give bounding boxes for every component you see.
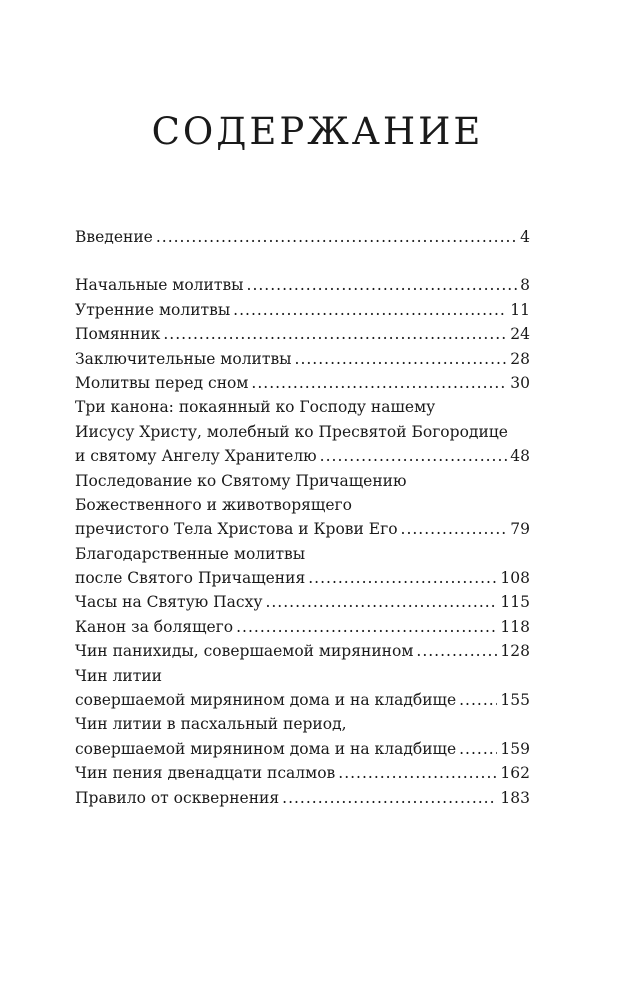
dot-leader: [295, 347, 508, 371]
dot-leader: [251, 371, 507, 395]
dot-leader: [338, 761, 497, 785]
dot-leader: [265, 590, 497, 614]
toc-entry-title-line: Божественного и животворящего: [75, 495, 352, 514]
dot-leader: [416, 639, 497, 663]
toc-page-number: 79: [510, 520, 530, 539]
toc-page-number: 11: [510, 300, 530, 319]
dot-leader: [247, 273, 518, 297]
toc-entry-title-line: Три канона: покаянный ко Господу нашему: [75, 398, 436, 417]
dot-leader: [459, 688, 497, 712]
toc-entry-title-line: Иисусу Христу, молебный ко Пресвятой Богородице: [75, 422, 508, 441]
toc-page-number: 159: [500, 739, 530, 758]
toc-page-number: 118: [500, 617, 530, 636]
toc-entry-last-line: [75, 590, 530, 614]
toc-entry-title: Утренние молитвы: [75, 300, 231, 319]
toc-page-number: 48: [510, 447, 530, 466]
toc-entry-last-line: [75, 639, 530, 663]
toc-entry[interactable]: [75, 786, 530, 810]
toc-page-number: 24: [510, 325, 530, 344]
toc-entry-title: Часы на Святую Пасху: [75, 593, 263, 612]
toc-entry-title: после Святого Причащения: [75, 569, 306, 588]
toc-entry[interactable]: [75, 395, 530, 468]
toc-entry-title-line: Чин литии в пасхальный период,: [75, 715, 347, 734]
toc-entry[interactable]: [75, 371, 530, 395]
toc-entry-title: Правило от осквернения: [75, 788, 280, 807]
toc-entry[interactable]: [75, 712, 530, 761]
dot-leader: [156, 225, 517, 249]
toc-entry-title-line: Благодарственные молитвы: [75, 544, 306, 563]
toc-entry-title: Молитвы перед сном: [75, 373, 249, 392]
toc-page-number: 115: [500, 593, 530, 612]
page-title: СОДЕРЖАНИЕ: [151, 110, 484, 153]
toc-entry-title: Помянник: [75, 325, 161, 344]
toc-entry-last-line: [75, 761, 530, 785]
toc-entry-last-line: [75, 225, 530, 249]
toc-entry[interactable]: [75, 664, 530, 713]
toc-entry-last-line: [75, 347, 530, 371]
toc-entry-title: и святому Ангелу Хранителю: [75, 447, 317, 466]
toc-entry-last-line: [75, 688, 530, 712]
dot-leader: [163, 322, 507, 346]
toc-entry-title: Заключительные молитвы: [75, 349, 292, 368]
toc-page-number: 4: [520, 228, 530, 246]
dot-leader: [320, 444, 508, 468]
toc-entry-last-line: [75, 737, 530, 761]
toc-entry[interactable]: [75, 761, 530, 785]
toc-entry[interactable]: [75, 322, 530, 346]
toc-page-number: 108: [500, 569, 530, 588]
toc-entry-title: совершаемой мирянином дома и на кладбище: [75, 739, 457, 758]
toc-entry[interactable]: [75, 273, 530, 297]
dot-leader: [401, 517, 508, 541]
section-gap: [75, 249, 530, 273]
toc-page-number: 155: [500, 691, 530, 710]
toc-entry-last-line: [75, 273, 530, 297]
dot-leader: [308, 566, 497, 590]
toc-entry-title: Чин пения двенадцати псалмов: [75, 764, 336, 783]
toc-page-number: 30: [510, 373, 530, 392]
toc-entry-title: пречистого Тела Христова и Крови Его: [75, 520, 398, 539]
toc-entry[interactable]: [75, 615, 530, 639]
toc-entry-title: Чин панихиды, совершаемой мирянином: [75, 642, 414, 661]
toc-entry-last-line: [75, 566, 530, 590]
toc-page-number: 8: [520, 276, 530, 295]
toc-entry-title: Начальные молитвы: [75, 276, 244, 295]
toc-entry-title: Введение: [75, 228, 153, 246]
toc-entry-title-line: Чин литии: [75, 666, 162, 685]
toc-page-number: 162: [500, 764, 530, 783]
toc-entry-title: совершаемой мирянином дома и на кладбище: [75, 691, 457, 710]
toc-page-number: 183: [500, 788, 530, 807]
toc-entry-last-line: [75, 786, 530, 810]
toc-page-number: 128: [500, 642, 530, 661]
toc-entry[interactable]: [75, 298, 530, 322]
toc-entry-last-line: [75, 371, 530, 395]
toc-entry[interactable]: [75, 347, 530, 371]
dot-leader: [282, 786, 497, 810]
table-of-contents: [75, 225, 530, 810]
toc-entry[interactable]: [75, 542, 530, 591]
toc-entry-last-line: [75, 444, 530, 468]
dot-leader: [233, 298, 507, 322]
toc-entry[interactable]: [75, 590, 530, 614]
toc-entry[interactable]: [75, 469, 530, 542]
toc-entry-last-line: [75, 517, 530, 541]
toc-page-number: 28: [510, 349, 530, 368]
toc-entry[interactable]: [75, 639, 530, 663]
toc-entry[interactable]: [75, 225, 530, 249]
toc-entry-last-line: [75, 298, 530, 322]
toc-entry-last-line: [75, 615, 530, 639]
dot-leader: [459, 737, 497, 761]
toc-entry-title: Канон за болящего: [75, 617, 234, 636]
toc-entry-last-line: [75, 322, 530, 346]
dot-leader: [236, 615, 497, 639]
toc-entry-title-line: Последование ко Святому Причащению: [75, 471, 407, 490]
